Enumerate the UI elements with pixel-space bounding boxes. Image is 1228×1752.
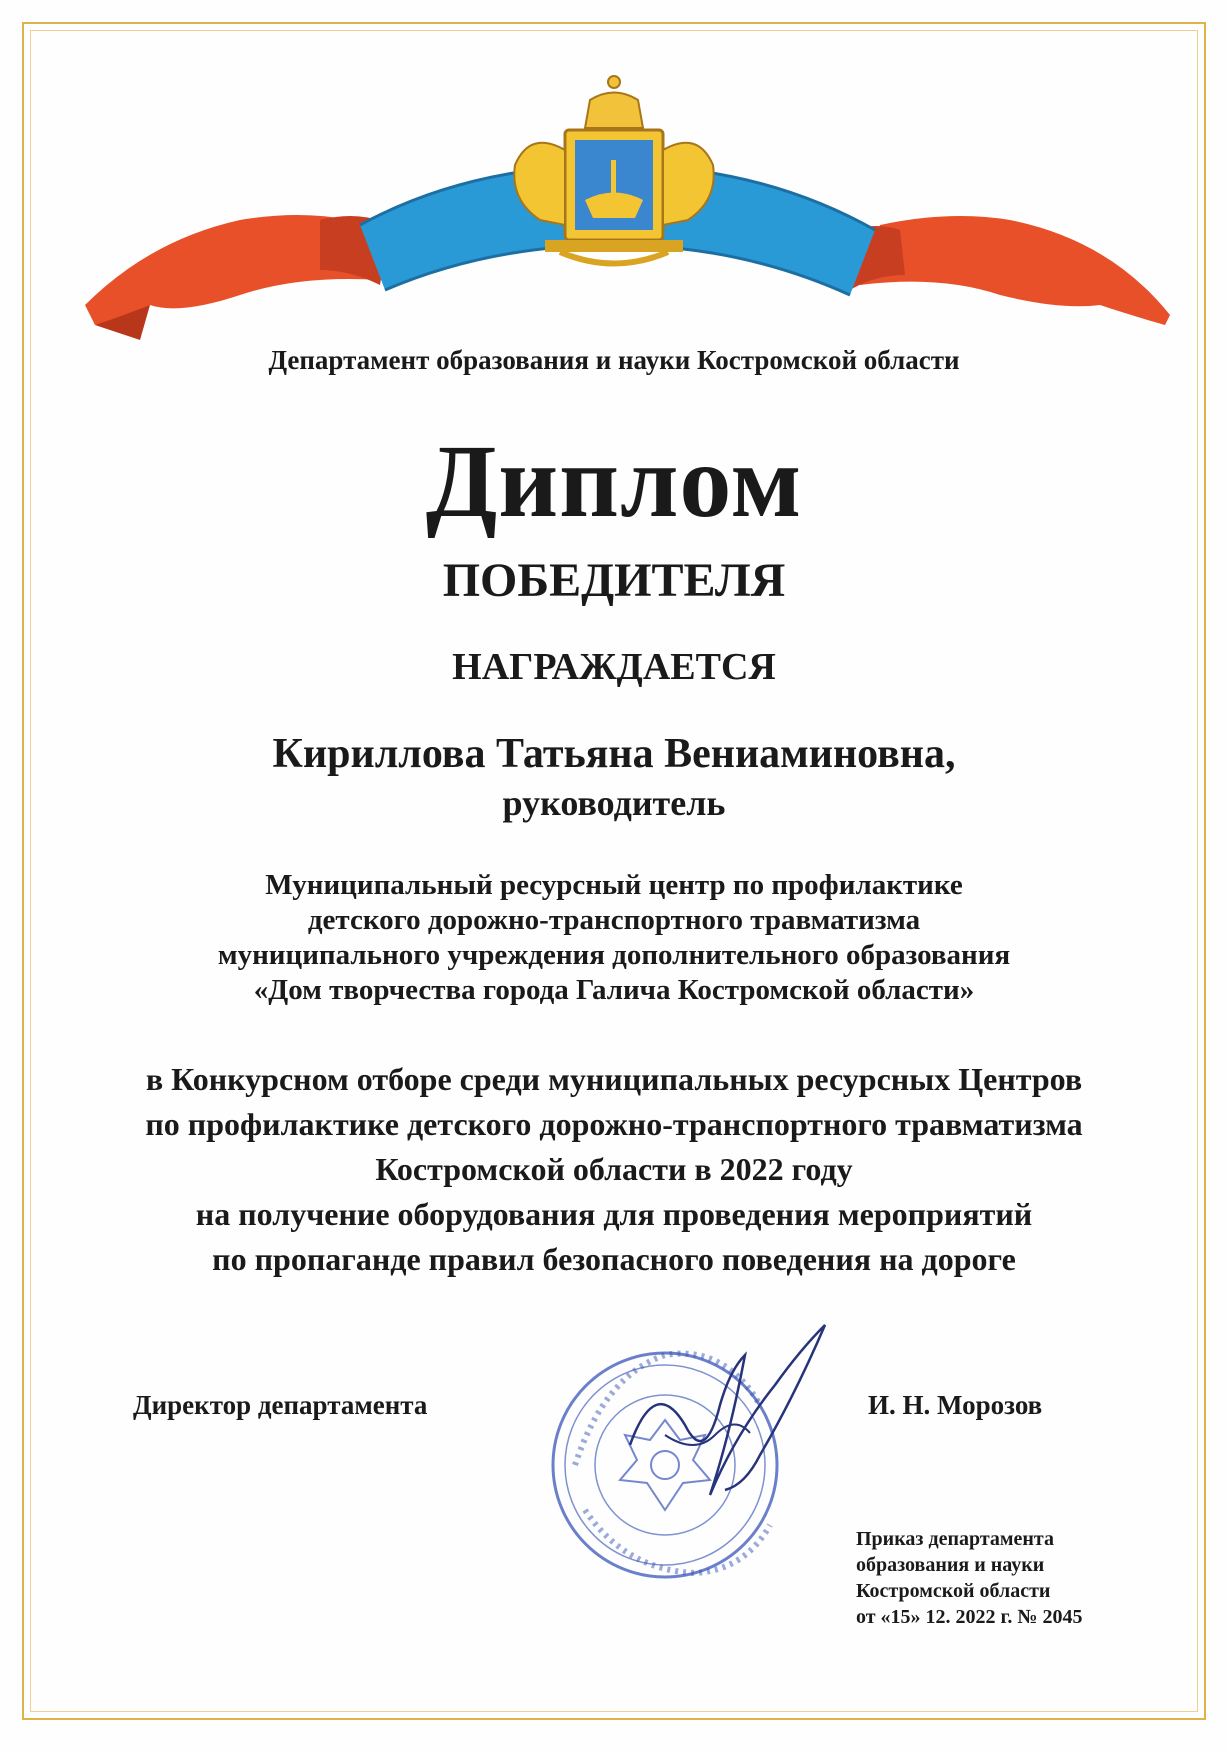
official-stamp bbox=[545, 1315, 865, 1605]
order-line: Приказ департамента bbox=[856, 1528, 1054, 1550]
order-line: образования и науки bbox=[856, 1554, 1045, 1576]
order-line: Костромской области bbox=[856, 1580, 1051, 1602]
signatory-name: И. Н. Морозов bbox=[868, 1390, 1043, 1420]
recipient-role: руководитель bbox=[502, 783, 726, 823]
organization-block bbox=[0, 868, 1228, 1008]
ribbon-with-coat-of-arms-icon bbox=[0, 70, 1228, 340]
contest-block bbox=[0, 1057, 1228, 1282]
contest-line: по профилактике детского дорожно-транспортного травматизма bbox=[145, 1106, 1083, 1142]
order-reference bbox=[856, 1526, 1082, 1630]
header-emblem bbox=[0, 70, 1228, 340]
contest-line: на получение оборудования для проведения мероприятий bbox=[195, 1196, 1033, 1232]
recipient-name: Кириллова Татьяна Вениаминовна, bbox=[272, 731, 956, 777]
contest-line: по пропаганде правил безопасного поведения на дороге bbox=[212, 1241, 1016, 1277]
diploma-title: Диплом bbox=[425, 424, 803, 539]
awarded-heading: НАГРАЖДАЕТСЯ bbox=[452, 646, 776, 688]
organization-line: муниципального учреждения дополнительного образования bbox=[217, 939, 1011, 971]
signatory-title: Директор департамента bbox=[133, 1390, 428, 1420]
contest-line: Костромской области в 2022 году bbox=[375, 1151, 853, 1187]
order-line: от «15» 12. 2022 г. № 2045 bbox=[856, 1606, 1083, 1628]
stamp-seal-icon bbox=[545, 1315, 865, 1605]
organization-line: Муниципальный ресурсный центр по профилактике bbox=[265, 869, 963, 901]
department-name: Департамент образования и науки Костромской области bbox=[268, 345, 960, 375]
organization-line: «Дом творчества города Галича Костромской области» bbox=[253, 974, 975, 1006]
contest-line: в Конкурсном отборе среди муниципальных ресурсных Центров bbox=[145, 1061, 1083, 1097]
organization-line: детского дорожно-транспортного травматизма bbox=[307, 904, 921, 936]
diploma-subtitle: ПОБЕДИТЕЛЯ bbox=[442, 554, 786, 607]
